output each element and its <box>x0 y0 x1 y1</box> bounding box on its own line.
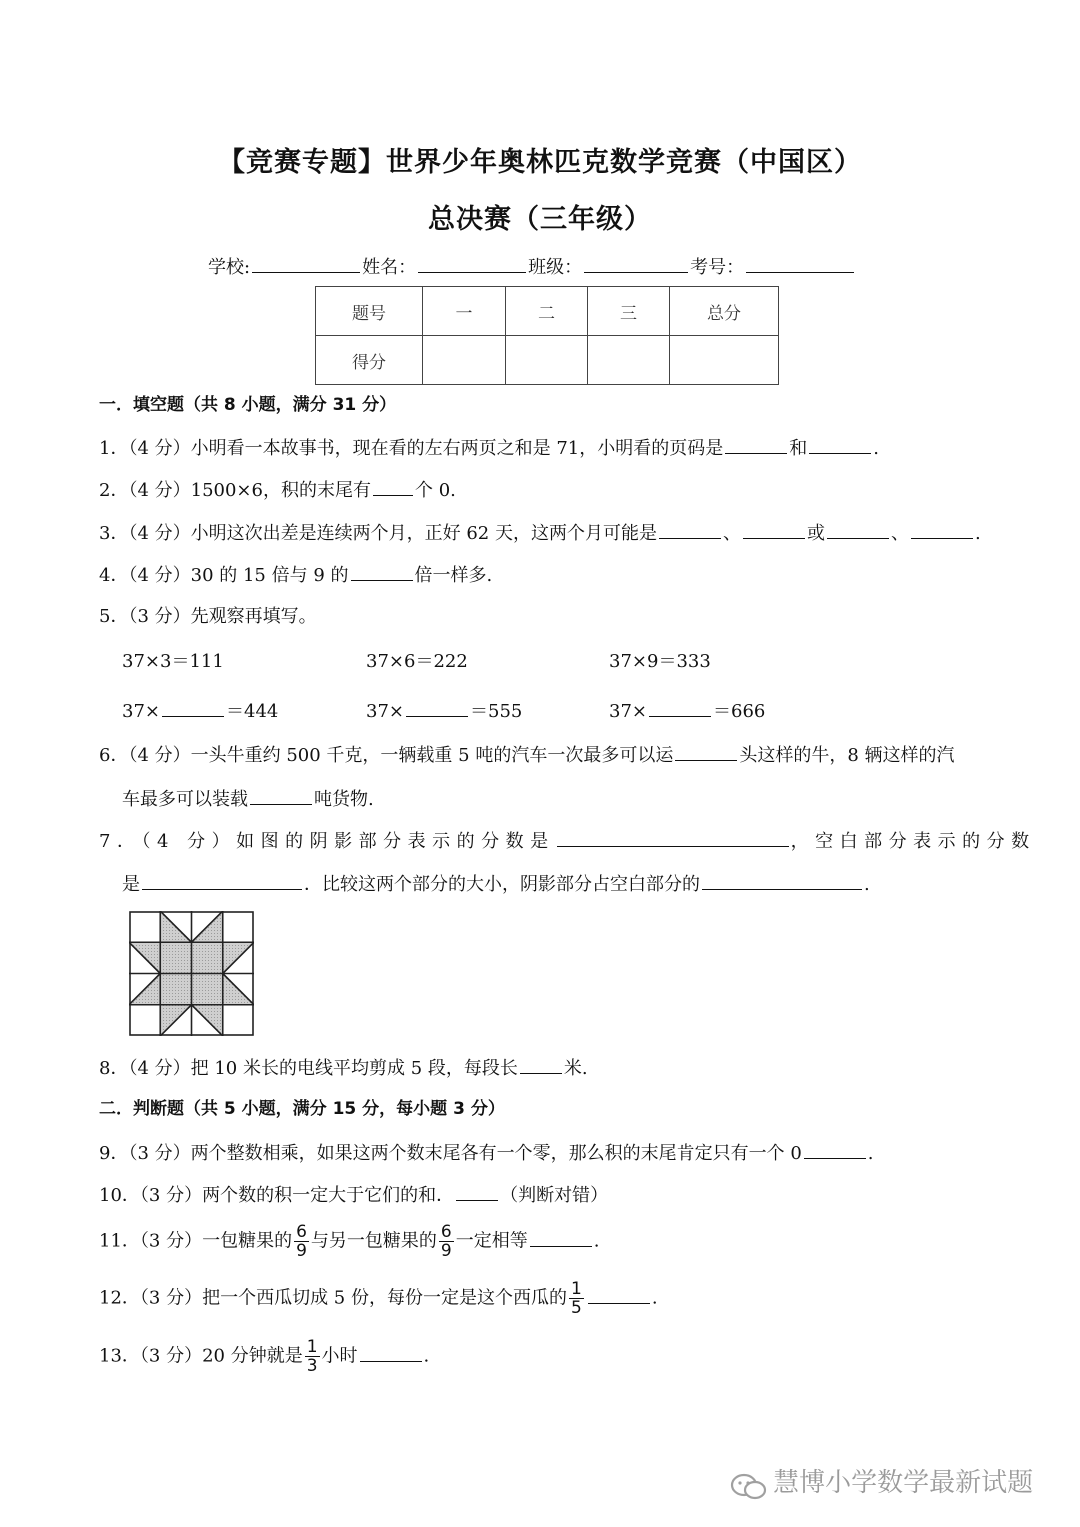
q1-text: 1．（4 分）小明看一本故事书，现在看的左右两页之和是 71，小明看的页码是 <box>99 438 724 459</box>
question-12 <box>99 1280 658 1317</box>
q3-blank-2[interactable] <box>743 520 805 539</box>
score-table <box>315 286 779 385</box>
q2-blank[interactable] <box>373 477 413 496</box>
exam-no-blank[interactable] <box>746 254 854 273</box>
q11-text-b: 与另一包糖果的 <box>310 1230 437 1252</box>
question-6-cont <box>122 786 374 812</box>
q3-text-e: . <box>974 523 981 544</box>
question-2 <box>99 477 456 503</box>
fraction-numerator: 6 <box>296 1222 307 1242</box>
fraction-numerator: 6 <box>440 1222 452 1242</box>
score-header-cell: 二 <box>506 287 588 336</box>
fraction-numerator: 1 <box>306 1337 318 1357</box>
q7-text: 7．（4 分）如图的阴影部分表示的分数是 <box>99 831 555 852</box>
q13-text-c: . <box>423 1345 430 1367</box>
q1-blank-2[interactable] <box>809 435 871 454</box>
q12-blank[interactable] <box>588 1285 650 1304</box>
doc-title-line2: 总决赛（三年级） <box>428 204 652 235</box>
q5-example-3: 37×9＝333 <box>609 651 711 672</box>
q8-blank[interactable] <box>520 1055 562 1074</box>
q6-text-b: 头这样的牛，8 辆这样的汽 <box>739 745 955 766</box>
q5-prefix: 37× <box>609 701 647 722</box>
q7-blank-3[interactable] <box>702 871 862 890</box>
question-5: 5．（3 分）先观察再填写。 <box>99 606 317 627</box>
q3-blank-1[interactable] <box>659 520 721 539</box>
q5-blank-1[interactable] <box>162 698 224 717</box>
q11-fraction-2 <box>439 1223 454 1260</box>
shaded-square-figure <box>129 911 254 1036</box>
q12-fraction <box>569 1280 584 1317</box>
q5-fill-2 <box>366 698 522 724</box>
q6-blank-1[interactable] <box>675 742 737 761</box>
q13-blank[interactable] <box>360 1343 422 1362</box>
q5-result: ＝444 <box>226 701 279 722</box>
fraction-denominator: 9 <box>440 1241 452 1261</box>
q7-text-b: ，空白部分表示的分数 <box>790 831 1036 852</box>
score-cell[interactable] <box>588 336 670 385</box>
fraction-denominator: 9 <box>296 1241 307 1261</box>
score-table-row <box>316 336 779 385</box>
question-4 <box>99 562 492 588</box>
score-header-cell: 三 <box>588 287 670 336</box>
q3-blank-4[interactable] <box>911 520 973 539</box>
q6-text: 6．（4 分）一头牛重约 500 千克，一辆载重 5 吨的汽车一次最多可以运 <box>99 745 674 766</box>
q3-text-b: 、 <box>722 523 741 544</box>
watermark <box>730 1462 1033 1502</box>
q3-blank-3[interactable] <box>827 520 889 539</box>
q7-blank-2[interactable] <box>142 871 302 890</box>
q9-text-b: . <box>867 1143 874 1164</box>
question-7 <box>99 828 1036 854</box>
wechat-icon <box>730 1472 768 1502</box>
score-cell[interactable] <box>670 336 779 385</box>
school-label: 学校: <box>208 257 251 278</box>
q4-text-b: 倍一样多. <box>414 565 493 586</box>
q5-result: ＝666 <box>713 701 766 722</box>
section1-heading: 一．填空题（共 8 小题，满分 31 分） <box>99 395 397 415</box>
q7-text-c: 是 <box>122 874 140 895</box>
q6-text-c: 车最多可以装载 <box>122 789 248 810</box>
q8-text: 8．（4 分）把 10 米长的电线平均剪成 5 段，每段长 <box>99 1058 518 1079</box>
q7-text-e: . <box>864 874 870 895</box>
q1-text-c: . <box>873 438 879 459</box>
q2-text-b: 个 0. <box>414 480 456 501</box>
q5-example-1: 37×3＝111 <box>122 651 224 672</box>
doc-title-line1: 【竞赛专题】世界少年奥林匹克数学竞赛（中国区） <box>218 147 862 178</box>
q1-text-b: 和 <box>789 438 808 459</box>
q5-blank-2[interactable] <box>406 698 468 717</box>
fraction-numerator: 1 <box>570 1279 582 1299</box>
section2-heading: 二．判断题（共 5 小题，满分 15 分，每小题 3 分） <box>99 1099 505 1119</box>
fraction-denominator: 3 <box>306 1356 318 1376</box>
score-cell[interactable] <box>423 336 506 385</box>
question-7-cont <box>122 871 870 897</box>
watermark-text: 慧博小学数学最新试题 <box>773 1468 1034 1498</box>
q9-blank[interactable] <box>804 1140 866 1159</box>
q5-prefix: 37× <box>366 701 404 722</box>
q10-text: 10．（3 分）两个数的积一定大于它们的和． <box>99 1185 455 1206</box>
q7-text-d: ．比较这两个部分的大小，阴影部分占空白部分的 <box>304 874 700 895</box>
question-10 <box>99 1182 608 1208</box>
q11-text: 11．（3 分）一包糖果的 <box>99 1230 293 1252</box>
q10-blank[interactable] <box>456 1182 498 1201</box>
name-label: 姓名： <box>362 257 417 278</box>
q3-text-d: 、 <box>890 523 909 544</box>
score-row-label: 得分 <box>316 336 423 385</box>
q13-text-b: 小时 <box>321 1345 358 1367</box>
q11-text-d: . <box>593 1230 600 1252</box>
question-11 <box>99 1223 599 1260</box>
q6-text-d: 吨货物. <box>314 789 374 810</box>
name-blank[interactable] <box>418 254 526 273</box>
q9-text: 9．（3 分）两个整数相乘，如果这两个数末尾各有一个零，那么积的末尾肯定只有一个 0 <box>99 1143 802 1164</box>
q4-blank[interactable] <box>351 562 413 581</box>
question-3 <box>99 520 981 546</box>
q12-text: 12．（3 分）把一个西瓜切成 5 份，每份一定是这个西瓜的 <box>99 1287 567 1309</box>
q5-example-2: 37×6＝222 <box>366 651 468 672</box>
fraction-denominator: 5 <box>570 1298 582 1318</box>
student-info-line <box>208 254 856 280</box>
q10-text-b: （判断对错） <box>500 1185 609 1206</box>
question-13 <box>99 1338 429 1375</box>
class-label: 班级： <box>528 257 583 278</box>
q2-text: 2．（4 分）1500×6，积的末尾有 <box>99 480 371 501</box>
q13-text: 13．（3 分）20 分钟就是 <box>99 1345 303 1367</box>
q4-text: 4．（4 分）30 的 15 倍与 9 的 <box>99 565 349 586</box>
question-9 <box>99 1140 874 1166</box>
score-table-header-row <box>316 287 779 336</box>
q11-fraction-1 <box>294 1223 309 1260</box>
figure-grid <box>129 911 254 1036</box>
q13-fraction <box>305 1338 320 1375</box>
question-6 <box>99 742 955 768</box>
school-blank[interactable] <box>252 254 360 273</box>
q1-blank-1[interactable] <box>725 435 787 454</box>
q5-result: ＝555 <box>470 701 523 722</box>
q5-blank-3[interactable] <box>649 698 711 717</box>
question-1 <box>99 435 879 461</box>
q3-text: 3．（4 分）小明这次出差是连续两个月，正好 62 天，这两个月可能是 <box>99 523 657 544</box>
class-blank[interactable] <box>584 254 688 273</box>
score-cell[interactable] <box>506 336 588 385</box>
q11-blank[interactable] <box>530 1228 592 1247</box>
q8-text-b: 米. <box>563 1058 588 1079</box>
score-header-cell: 一 <box>423 287 506 336</box>
q6-blank-2[interactable] <box>250 786 312 805</box>
q5-prefix: 37× <box>122 701 160 722</box>
score-header-cell: 总分 <box>670 287 779 336</box>
score-header-cell: 题号 <box>316 287 423 336</box>
q5-fill-3 <box>609 698 765 724</box>
q7-blank-1[interactable] <box>557 828 789 847</box>
exam-no-label: 考号： <box>690 257 745 278</box>
q11-text-c: 一定相等 <box>455 1230 528 1252</box>
question-8 <box>99 1055 588 1081</box>
q12-text-b: . <box>651 1287 658 1309</box>
q3-text-c: 或 <box>806 523 825 544</box>
q5-fill-1 <box>122 698 278 724</box>
